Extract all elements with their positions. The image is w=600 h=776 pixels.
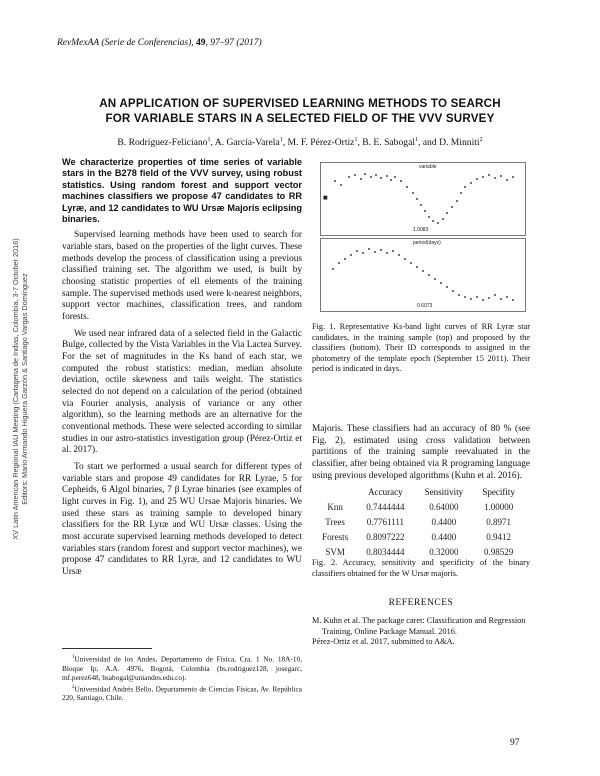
panel-label: 0.6073 — [417, 303, 433, 309]
reference-item: M. Kuhn et al. The package caret: Classification and Regression Training, Online Package Manual. 2016. — [312, 616, 526, 636]
panel-label: 1.0083 — [413, 227, 429, 233]
page-number: 97 — [510, 738, 520, 748]
author: B. E. Sabogal — [362, 137, 415, 149]
footnotes — [62, 648, 302, 703]
author-list: B. Rodríguez-Feliciano$^1$, A. García-Varela$^1$, M. F. Pérez-Ortiz$^1$, B. E. Sabogal$^1$, and D. Minniti$^2$ — [117, 137, 483, 149]
title-line-1: AN APPLICATION OF SUPERVISED LEARNING METHODS TO SEARCH — [99, 97, 501, 110]
title-line-2: FOR VARIABLE STARS IN A SELECTED FIELD OF THE VVV SURVEY — [105, 112, 495, 125]
page-range: , 97–97 (2017) — [205, 38, 262, 48]
author: A. García-Varela — [214, 137, 280, 149]
abstract: We characterize properties of time series of variable stars in the B278 field of the VVV survey, using robust statistics. Using random forest and support vector machines classifiers we propose 47 candidates to RR Lyræ, and 12 candidates to WU Ursæ Majoris eclipsing binaries. — [62, 157, 302, 225]
footnote-2: $^2$Universidad Andrés Bello, Departamento de Ciencias Físicas, Av. República 220, Santiago, Chile. — [62, 684, 302, 703]
left-column — [62, 157, 302, 578]
table-row: Trees 0.7761111 0.4400 0.8971 — [325, 516, 511, 527]
body-paragraph-1: Supervised learning methods have been used to search for variable stars, based on the properties of the light curves. These methods develop the process of classification using a previous classified training set. The algorithm we used, is built by choosing statistic properties of ell elements of the training sample. The supervised methods used were k-nearest neighbors, support vector machines, classification trees, and random forests. — [62, 230, 302, 323]
table-row: Knn 0.7444444 0.64000 1.00000 — [327, 501, 514, 512]
table-header-row: Accuracy Sensitivity Specifity — [368, 486, 515, 497]
results-table — [314, 484, 524, 559]
right-column-paragraph: Majoris. These classifiers had an accuracy of 80 % (see Fig. 2), estimated using cross validation between partitions of the training sample reevaluated in the classifier, after being obtained via R programing language using previous developed algorithms (Kuhn et al. 2016). — [312, 424, 530, 481]
body-paragraph-2: We used near infrared data of a selected field in the Galactic Bulge, collected by the Vista Variables in the Via Lactea Survey. For the set of magnitudes in the Ks band of each star, we computed the robust statistics: median, median absolute deviation, octile skewness and tails weight. The statistics selected do not depend on a calculation of the period (obtained via Fourier analysis, analysis of variance or any other algorithm), so the learning methods are an alternative for the conventional methods. These were selected according to similar studies in our astro-statistics investigation group (Pérez-Ortiz et al. 2017). — [62, 328, 302, 456]
author: M. F. Pérez-Ortiz — [287, 137, 355, 149]
footnote-1: $^1$Universidad de los Andes, Departamento de Física, Cra. 1 No. 18A-10, Bloque Ip, A.A. 4976, Bogotá, Colombia (bs.rodriguez128, josegarc, mf.perez648, bsabogal@uniandes.edu.co). — [62, 654, 302, 683]
references-heading: REFERENCES — [388, 598, 454, 608]
lightcurve-panel-bottom — [320, 238, 526, 312]
body-paragraph-3: To start we performed a usual search for different types of variable stars and propose 49 candidates for RR Lyrae, 5 for Cepheids, 6 Algol binaries, 7 β Lyrae binaries (see examples of light curves in Fig. 1), and 25 WU Ursae Majoris binaries. We used these stars as training sample to developed binary classifiers for the RR Lyræ and WU Ursæ classes. Using the most accurate supervised learning methods developed to detect variables stars (random forest and support vector machines), we propose 47 candidates to RR Lyræ, and 12 candidates to WU Ursæ — [62, 461, 302, 577]
paper-title — [40, 96, 560, 126]
references-list — [312, 616, 530, 648]
panel-title: period(days) — [413, 240, 441, 246]
table-row: SVM 0.8034444 0.32000 0.98529 — [325, 546, 514, 557]
scatter-plot-bottom — [321, 239, 525, 311]
panel-title: variable — [419, 164, 437, 170]
volume-number: 49 — [196, 38, 206, 48]
author: D. Minniti — [439, 137, 480, 149]
svg-text:■: ■ — [323, 195, 328, 201]
running-header — [57, 38, 262, 48]
reference-item: Pérez-Ortiz et al. 2017, submitted to A&A. — [312, 637, 455, 646]
author: B. Rodríguez-Feliciano — [117, 137, 208, 149]
figure-2-caption: Fig. 2. Accuracy, sensitivity and specificity of the binary classifiers obtained for the W Ursæ majoris. — [312, 558, 530, 578]
lightcurve-panel-top — [320, 162, 526, 236]
table-row: Forests 0.8097222 0.4400 0.9412 — [322, 531, 511, 542]
scatter-plot-top — [321, 163, 525, 235]
figure-1 — [312, 162, 524, 312]
conference-line: XV Latin American Regional IAU Meeting (Cartagena de Indias, Colombia, 3-7 October 2016) — [11, 238, 20, 540]
editors-line: Editors: Mario Armando Higuera Garzón & Santiago Vargas Domínguez — [20, 273, 29, 505]
journal-name: RevMexAA (Serie de Conferencias), — [57, 38, 194, 48]
footnote-rule — [62, 648, 152, 649]
figure-1-caption: Fig. 1. Representative Ks-band light curves of RR Lyræ star candidates, in the training sample (top) and proposed by the classifiers (bottom). Their ID corresponds to assigned in the photometry of the template epoch (September 15 2011). Their period is indicated in days. — [312, 322, 530, 373]
